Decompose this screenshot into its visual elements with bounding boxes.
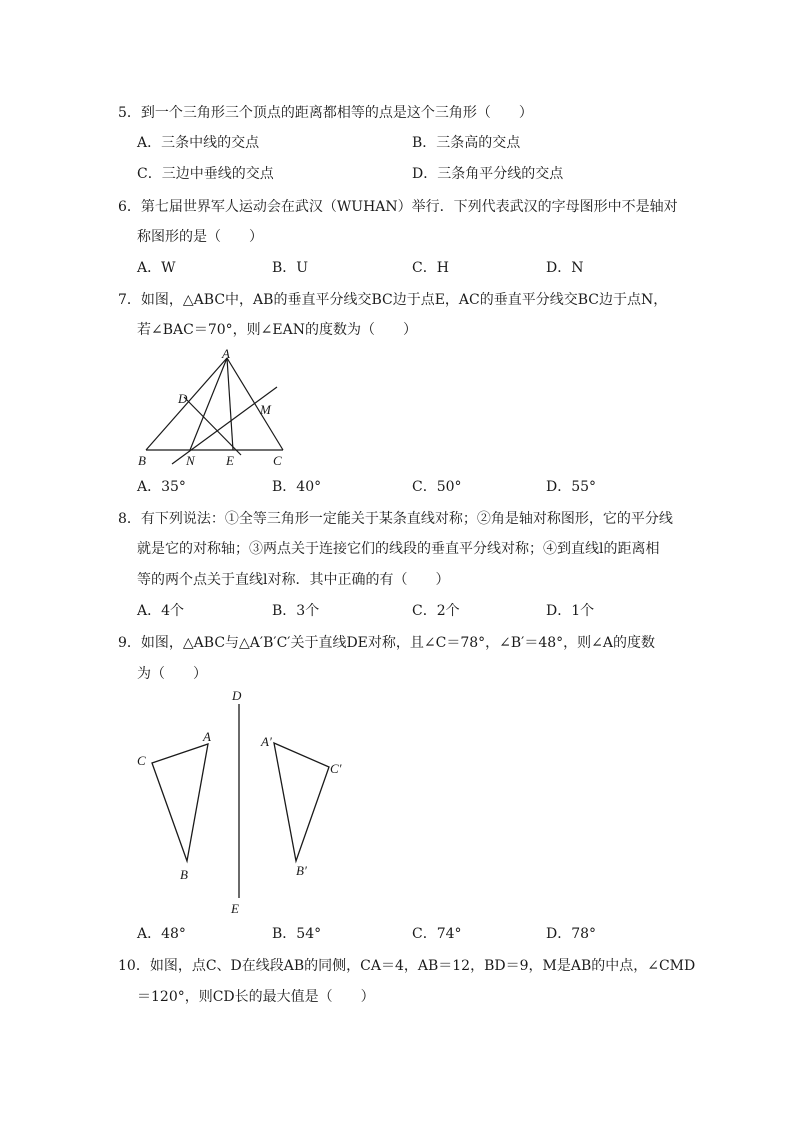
q7-label-n: N [186,453,195,468]
q10-stem-line2: ＝120°，则CD长的最大值是（ ） [137,989,375,1005]
q7-label-e: E [226,453,234,468]
q9-label-a: A [203,729,211,744]
q7-label-b: B [138,453,146,468]
q9-label-b-prime: B′ [296,863,307,878]
q7-label-a: A [222,346,230,361]
q6-option-a: A．W [137,260,176,276]
q6-option-d: D．N [546,260,584,276]
q9-stem-line1: 9．如图，△ABC与△A′B′C′关于直线DE对称，且∠C＝78°，∠B′＝48°，则∠A的度数 [118,635,656,651]
q7-figure [130,343,300,471]
q5-option-d: D．三条角平分线的交点 [412,166,564,182]
q9-label-c: C [137,753,146,768]
q7-label-d: D [178,391,188,406]
q6-stem-line1: 6．第七届世界军人运动会在武汉（WUHAN）举行．下列代表武汉的字母图形中不是轴对 [118,199,678,215]
q5-option-b: B．三条高的交点 [412,135,521,151]
q9-label-e: E [231,901,239,916]
q8-stem-line3: 等的两个点关于直线l对称．其中正确的有（ ） [137,572,450,588]
q9-label-c-prime: C′ [330,761,342,776]
q7-option-c: C．50° [412,479,462,495]
q9-stem-line2: 为（ ） [137,666,207,682]
q9-figure [130,685,350,920]
q6-option-b: B．U [272,260,309,276]
q8-stem-line2: 就是它的对称轴；③两点关于连接它们的线段的垂直平分线对称；④到直线l的距离相 [137,541,660,557]
q9-option-c: C．74° [412,926,462,942]
q8-option-a: A．4个 [137,603,185,619]
q9-label-b: B [180,867,188,882]
q7-stem-line1: 7．如图，△ABC中，AB的垂直平分线交BC边于点E，AC的垂直平分线交BC边于点N， [118,292,668,308]
q9-label-a-prime: A′ [261,734,272,749]
q5-option-a: A．三条中线的交点 [137,135,260,151]
q7-option-a: A．35° [137,479,186,495]
q6-stem-line2: 称图形的是（ ） [137,229,263,245]
q5-stem: 5．到一个三角形三个顶点的距离都相等的点是这个三角形（ ） [118,105,533,121]
q9-label-d: D [232,688,242,703]
q8-option-b: B．3个 [272,603,320,619]
q8-stem-line1: 8．有下列说法：①全等三角形一定能关于某条直线对称；②角是轴对称图形，它的平分线 [118,511,673,527]
q6-option-c: C．H [412,260,449,276]
q5-option-c: C．三边中垂线的交点 [137,166,274,182]
q7-label-m: M [260,402,271,417]
q8-option-c: C．2个 [412,603,460,619]
q7-option-b: B．40° [272,479,322,495]
q7-label-c: C [273,453,282,468]
q8-option-d: D．1个 [546,603,595,619]
q9-option-b: B．54° [272,926,322,942]
q7-option-d: D．55° [546,479,597,495]
q10-stem-line1: 10．如图，点C、D在线段AB的同侧，CA＝4，AB＝12，BD＝9，M是AB的中点，∠CMD [118,958,696,974]
q7-stem-line2: 若∠BAC＝70°，则∠EAN的度数为（ ） [137,322,417,338]
q9-option-a: A．48° [137,926,186,942]
q9-option-d: D．78° [546,926,597,942]
